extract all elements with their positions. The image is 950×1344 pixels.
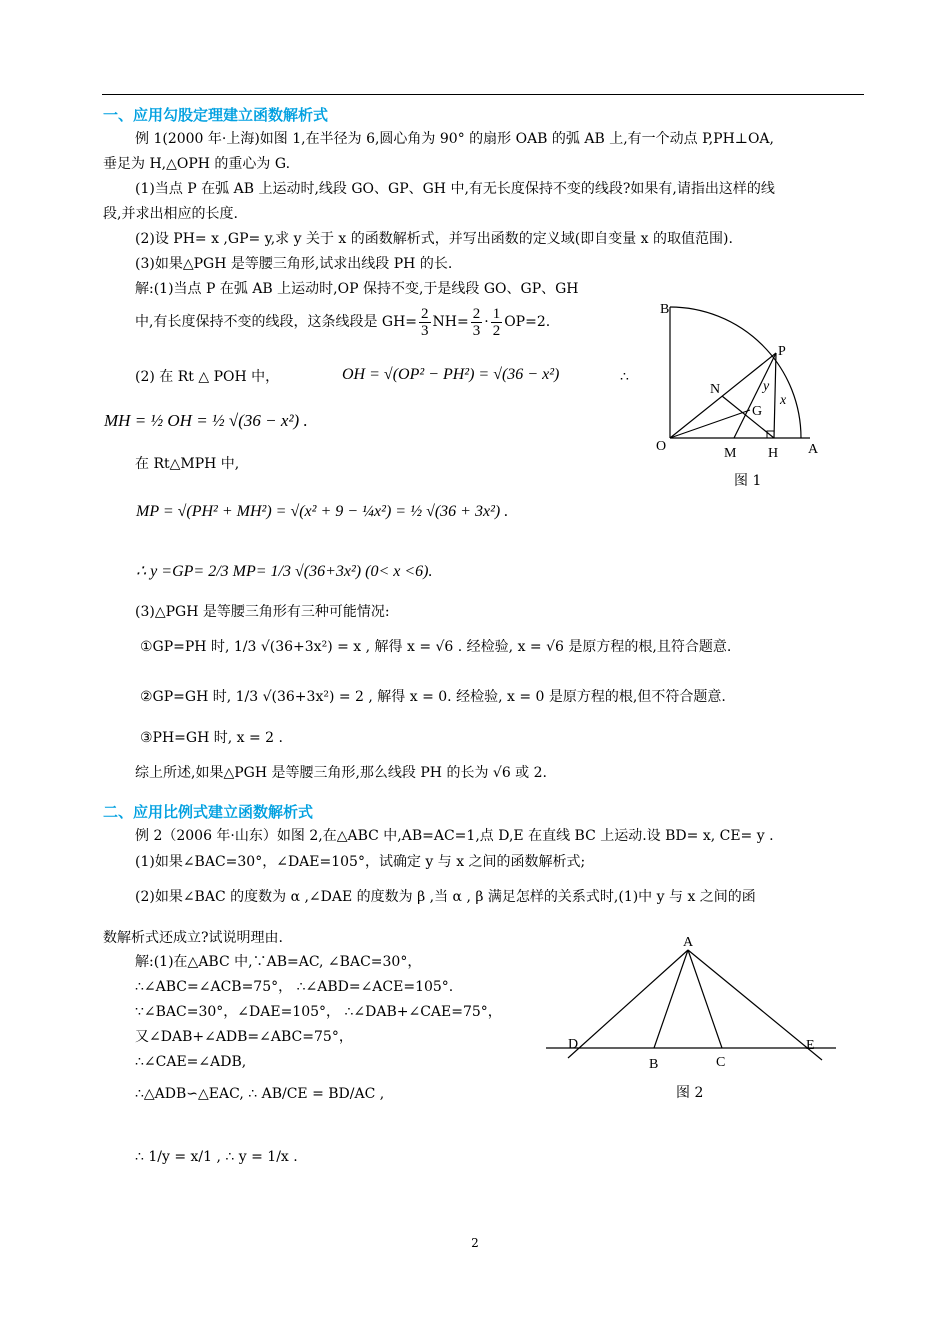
ex2-q2b: 数解析式还成立?试说明理由.: [103, 930, 283, 946]
ex2-sol3: ∵∠BAC=30°，∠DAE=105°， ∴∠DAB+∠CAE=75°，: [135, 1004, 502, 1020]
ex2-q2a: (2)如果∠BAC 的度数为 α ,∠DAE 的度数为 β ,当 α , β 满足怎样的关系式时,(1)中 y 与 x 之间的函: [135, 889, 756, 905]
case-1: ①GP=PH 时, 1/3 √(36+3x²) = x , 解得 x = √6 . 经检验, x = √6 是原方程的根,且符合题意.: [140, 639, 732, 655]
figure-1-caption: 图 1: [734, 473, 762, 489]
label-N: N: [710, 382, 721, 397]
label-C: C: [716, 1055, 726, 1070]
line-PM: [734, 353, 776, 438]
label-A: A: [808, 442, 819, 457]
figure-2-caption: 图 2: [676, 1085, 704, 1101]
ex1-sol2-eq: OH = √(OP² − PH²) = √(36 − x²): [342, 366, 560, 383]
figure-1: [650, 295, 830, 495]
rt-mph: 在 Rt△MPH 中,: [135, 456, 240, 472]
ex1-q1a: (1)当点 P 在弧 AB 上运动时,线段 GO、GP、GH 中,有无长度保持不变的线段?如果有,请指出这样的线: [135, 181, 775, 197]
label-y: y: [763, 379, 770, 394]
case-3: ③PH=GH 时, x = 2 .: [140, 730, 283, 746]
label-x: x: [780, 393, 787, 408]
line-AD: [568, 950, 688, 1058]
case-2: ②GP=GH 时, 1/3 √(36+3x²) = 2 , 解得 x = 0. 经检验, x = 0 是原方程的根,但不符合题意.: [140, 689, 726, 705]
label-H: H: [768, 446, 779, 461]
ex1-sol1b: 中,有长度保持不变的线段，这条线段是 GH= $\frac{2}{3}$ NH= $\frac{2}{3}$ · $\frac{1}{2}$ OP=2.: [135, 305, 551, 339]
conclusion: 综上所述,如果△PGH 是等腰三角形,那么线段 PH 的长为 √6 或 2.: [135, 765, 547, 781]
ex1-sol1a: 解:(1)当点 P 在弧 AB 上运动时,OP 保持不变,于是线段 GO、GP、GH: [135, 281, 579, 297]
ex2-sol6: ∴△ADB∽△EAC, ∴ AB/CE = BD/AC ,: [135, 1086, 385, 1102]
ex1-line2: 垂足为 H,△OPH 的重心为 G.: [103, 156, 291, 172]
label-A2: A: [683, 935, 694, 950]
label-M: M: [724, 446, 737, 461]
ex2-sol1: 解:(1)在△ABC 中,∵AB=AC, ∠BAC=30°，: [135, 954, 422, 970]
label-B: B: [660, 302, 670, 317]
ex1-sol2-therefore: ∴: [620, 369, 629, 385]
header-rule: [102, 94, 864, 95]
line-OP: [670, 353, 776, 438]
label-D: D: [568, 1037, 579, 1052]
ex1-q2: (2)设 PH= x ,GP= y,求 y 关于 x 的函数解析式，并写出函数的定义域(即自变量 x 的取值范围).: [135, 231, 733, 247]
sol1b-end: OP=2.: [504, 314, 551, 330]
ex2-sol2: ∴∠ABC=∠ACB=75°， ∴∠ABD=∠ACE=105°.: [135, 979, 454, 995]
ex2-line1: 例 2（2006 年·山东）如图 2,在△ABC 中,AB=AC=1,点 D,E 在直线 BC 上运动.设 BD= x, CE= y .: [135, 828, 774, 844]
y-equation: ∴ y =GP= 2/3 MP= 1/3 √(36+3x²) (0< x <6).: [136, 563, 433, 580]
line-AE: [688, 950, 822, 1060]
ex1-q3: (3)如果△PGH 是等腰三角形,试求出线段 PH 的长.: [135, 256, 453, 272]
ex1-line1: 例 1(2000 年·上海)如图 1,在半径为 6,圆心角为 90° 的扇形 OAB 的弧 AB 上,有一个动点 P,PH⊥OA,: [135, 131, 774, 147]
ex2-sol7: ∴ 1/y = x/1 , ∴ y = 1/x .: [135, 1149, 298, 1165]
ex1-sol3-lead: (3)△PGH 是等腰三角形有三种可能情况:: [135, 604, 390, 620]
ex1-sol2-lead: (2) 在 Rt △ POH 中，: [135, 369, 280, 385]
ex1-q1b: 段,并求出相应的长度.: [103, 206, 238, 222]
sol1b-text: 中,有长度保持不变的线段，这条线段是 GH=: [135, 314, 418, 330]
label-B2: B: [649, 1057, 659, 1072]
page-number: 2: [471, 1236, 479, 1250]
arc-AB: [670, 307, 801, 438]
figure-2: [540, 930, 840, 1080]
label-O: O: [656, 439, 667, 454]
line-OG: [670, 410, 750, 438]
ex2-sol4: 又∠DAB+∠ADB=∠ABC=75°，: [135, 1029, 353, 1045]
section2-title: 二、应用比例式建立函数解析式: [103, 803, 314, 821]
label-G: G: [752, 404, 763, 419]
ex2-q1: (1)如果∠BAC=30°，∠DAE=105°，试确定 y 与 x 之间的函数解析式;: [135, 854, 586, 870]
sol1b-mid: NH=: [432, 314, 469, 330]
mp-equation: MP = √(PH² + MH²) = √(x² + 9 − ¼x²) = ½ √(36 + 3x²) .: [136, 503, 509, 520]
ex2-sol5: ∴∠CAE=∠ADB,: [135, 1054, 247, 1070]
line-PH: [774, 353, 776, 438]
section1-title: 一、应用勾股定理建立函数解析式: [103, 106, 329, 124]
label-E: E: [806, 1038, 815, 1053]
mh-equation: MH = ½ OH = ½ √(36 − x²) .: [104, 411, 308, 430]
label-P: P: [778, 344, 786, 359]
